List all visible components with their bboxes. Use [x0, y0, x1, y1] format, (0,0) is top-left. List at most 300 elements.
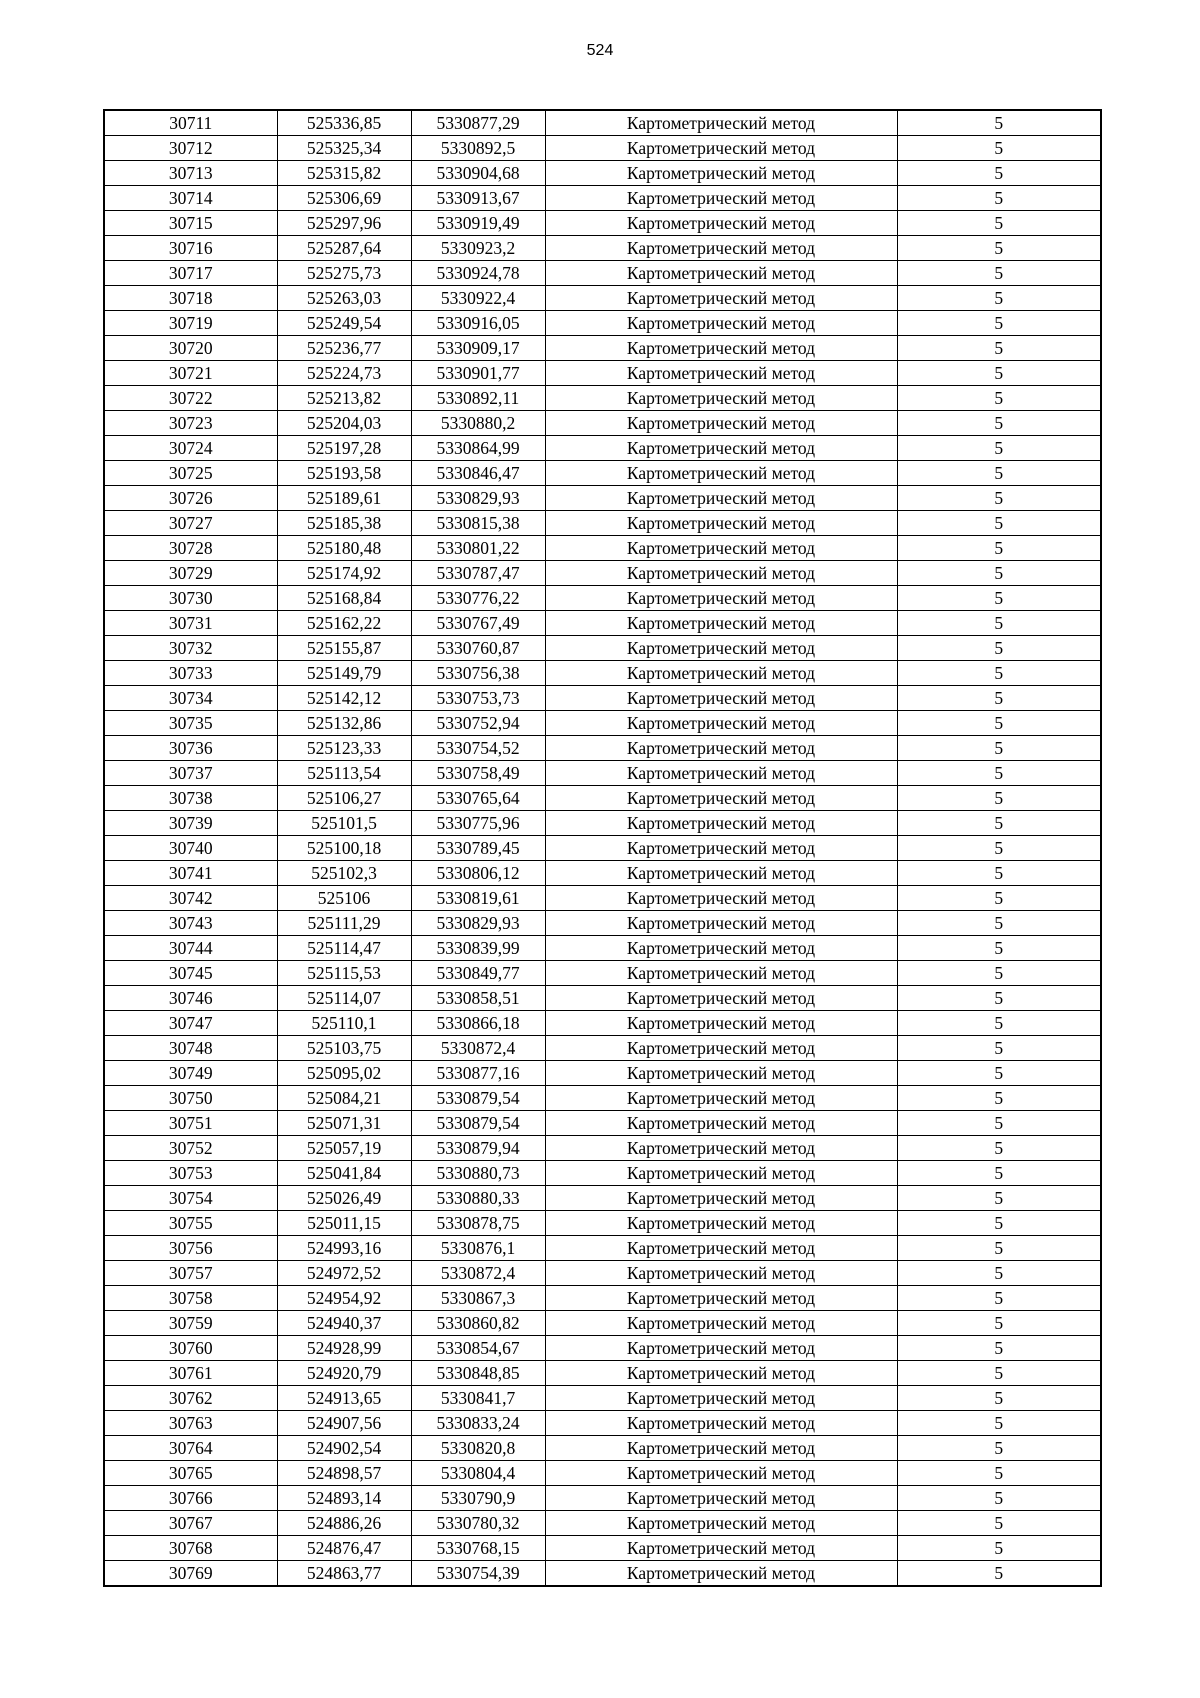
- method-cell: Картометрический метод: [545, 836, 897, 861]
- x-coordinate-cell: 525180,48: [277, 536, 411, 561]
- table-row: [104, 1061, 1101, 1086]
- x-coordinate-cell: 524940,37: [277, 1311, 411, 1336]
- x-coordinate-cell: 525114,07: [277, 986, 411, 1011]
- method-cell: Картометрический метод: [545, 1411, 897, 1436]
- method-cell: Картометрический метод: [545, 811, 897, 836]
- y-coordinate-cell: 5330754,52: [411, 736, 545, 761]
- y-coordinate-cell: 5330877,29: [411, 110, 545, 136]
- method-cell: Картометрический метод: [545, 786, 897, 811]
- table-row: [104, 286, 1101, 311]
- point-number-cell: 30767: [104, 1511, 277, 1536]
- point-number-cell: 30732: [104, 636, 277, 661]
- method-cell: Картометрический метод: [545, 1311, 897, 1336]
- accuracy-cell: 5: [897, 1186, 1101, 1211]
- x-coordinate-cell: 525185,38: [277, 511, 411, 536]
- y-coordinate-cell: 5330866,18: [411, 1011, 545, 1036]
- x-coordinate-cell: 525287,64: [277, 236, 411, 261]
- point-number-cell: 30751: [104, 1111, 277, 1136]
- point-number-cell: 30717: [104, 261, 277, 286]
- y-coordinate-cell: 5330801,22: [411, 536, 545, 561]
- accuracy-cell: 5: [897, 110, 1101, 136]
- point-number-cell: 30726: [104, 486, 277, 511]
- table-row: [104, 186, 1101, 211]
- method-cell: Картометрический метод: [545, 1211, 897, 1236]
- y-coordinate-cell: 5330916,05: [411, 311, 545, 336]
- method-cell: Картометрический метод: [545, 1361, 897, 1386]
- table-row: [104, 486, 1101, 511]
- table-row: [104, 911, 1101, 936]
- method-cell: Картометрический метод: [545, 711, 897, 736]
- method-cell: Картометрический метод: [545, 361, 897, 386]
- y-coordinate-cell: 5330776,22: [411, 586, 545, 611]
- method-cell: Картометрический метод: [545, 636, 897, 661]
- x-coordinate-cell: 525110,1: [277, 1011, 411, 1036]
- accuracy-cell: 5: [897, 1411, 1101, 1436]
- accuracy-cell: 5: [897, 336, 1101, 361]
- y-coordinate-cell: 5330753,73: [411, 686, 545, 711]
- method-cell: Картометрический метод: [545, 886, 897, 911]
- x-coordinate-cell: 525106: [277, 886, 411, 911]
- table-row: [104, 1186, 1101, 1211]
- accuracy-cell: 5: [897, 1561, 1101, 1587]
- accuracy-cell: 5: [897, 736, 1101, 761]
- method-cell: Картометрический метод: [545, 311, 897, 336]
- method-cell: Картометрический метод: [545, 486, 897, 511]
- x-coordinate-cell: 525101,5: [277, 811, 411, 836]
- table-row: [104, 1511, 1101, 1536]
- method-cell: Картометрический метод: [545, 336, 897, 361]
- table-row: [104, 1436, 1101, 1461]
- y-coordinate-cell: 5330756,38: [411, 661, 545, 686]
- method-cell: Картометрический метод: [545, 1561, 897, 1587]
- point-number-cell: 30742: [104, 886, 277, 911]
- accuracy-cell: 5: [897, 1136, 1101, 1161]
- point-number-cell: 30762: [104, 1386, 277, 1411]
- x-coordinate-cell: 524920,79: [277, 1361, 411, 1386]
- y-coordinate-cell: 5330848,85: [411, 1361, 545, 1386]
- point-number-cell: 30738: [104, 786, 277, 811]
- table-row: [104, 836, 1101, 861]
- point-number-cell: 30746: [104, 986, 277, 1011]
- point-number-cell: 30745: [104, 961, 277, 986]
- accuracy-cell: 5: [897, 1161, 1101, 1186]
- table-row: [104, 1011, 1101, 1036]
- point-number-cell: 30741: [104, 861, 277, 886]
- method-cell: Картометрический метод: [545, 1061, 897, 1086]
- y-coordinate-cell: 5330872,4: [411, 1036, 545, 1061]
- y-coordinate-cell: 5330819,61: [411, 886, 545, 911]
- method-cell: Картометрический метод: [545, 286, 897, 311]
- method-cell: Картометрический метод: [545, 936, 897, 961]
- point-number-cell: 30725: [104, 461, 277, 486]
- table-row: [104, 436, 1101, 461]
- method-cell: Картометрический метод: [545, 411, 897, 436]
- table-row: [104, 736, 1101, 761]
- x-coordinate-cell: 525193,58: [277, 461, 411, 486]
- method-cell: Картометрический метод: [545, 661, 897, 686]
- accuracy-cell: 5: [897, 1111, 1101, 1136]
- point-number-cell: 30736: [104, 736, 277, 761]
- table-row: [104, 1161, 1101, 1186]
- accuracy-cell: 5: [897, 386, 1101, 411]
- table-row: [104, 1086, 1101, 1111]
- accuracy-cell: 5: [897, 686, 1101, 711]
- method-cell: Картометрический метод: [545, 1336, 897, 1361]
- accuracy-cell: 5: [897, 1386, 1101, 1411]
- x-coordinate-cell: 524886,26: [277, 1511, 411, 1536]
- accuracy-cell: 5: [897, 1361, 1101, 1386]
- x-coordinate-cell: 525155,87: [277, 636, 411, 661]
- table-row: [104, 761, 1101, 786]
- y-coordinate-cell: 5330849,77: [411, 961, 545, 986]
- table-row: [104, 1536, 1101, 1561]
- method-cell: Картометрический метод: [545, 561, 897, 586]
- accuracy-cell: 5: [897, 986, 1101, 1011]
- accuracy-cell: 5: [897, 286, 1101, 311]
- x-coordinate-cell: 525102,3: [277, 861, 411, 886]
- y-coordinate-cell: 5330804,4: [411, 1461, 545, 1486]
- accuracy-cell: 5: [897, 1311, 1101, 1336]
- y-coordinate-cell: 5330839,99: [411, 936, 545, 961]
- x-coordinate-cell: 525084,21: [277, 1086, 411, 1111]
- point-number-cell: 30768: [104, 1536, 277, 1561]
- table-row: [104, 1311, 1101, 1336]
- accuracy-cell: 5: [897, 886, 1101, 911]
- accuracy-cell: 5: [897, 1461, 1101, 1486]
- coordinates-table: [103, 109, 1102, 1587]
- y-coordinate-cell: 5330829,93: [411, 486, 545, 511]
- table-row: [104, 1486, 1101, 1511]
- x-coordinate-cell: 525249,54: [277, 311, 411, 336]
- point-number-cell: 30720: [104, 336, 277, 361]
- x-coordinate-cell: 525197,28: [277, 436, 411, 461]
- x-coordinate-cell: 524902,54: [277, 1436, 411, 1461]
- table-row: [104, 1336, 1101, 1361]
- y-coordinate-cell: 5330913,67: [411, 186, 545, 211]
- x-coordinate-cell: 525071,31: [277, 1111, 411, 1136]
- x-coordinate-cell: 524876,47: [277, 1536, 411, 1561]
- accuracy-cell: 5: [897, 186, 1101, 211]
- x-coordinate-cell: 525114,47: [277, 936, 411, 961]
- point-number-cell: 30712: [104, 136, 277, 161]
- point-number-cell: 30759: [104, 1311, 277, 1336]
- point-number-cell: 30749: [104, 1061, 277, 1086]
- y-coordinate-cell: 5330854,67: [411, 1336, 545, 1361]
- x-coordinate-cell: 524863,77: [277, 1561, 411, 1587]
- y-coordinate-cell: 5330876,1: [411, 1236, 545, 1261]
- y-coordinate-cell: 5330877,16: [411, 1061, 545, 1086]
- x-coordinate-cell: 524907,56: [277, 1411, 411, 1436]
- method-cell: Картометрический метод: [545, 236, 897, 261]
- table-row: [104, 811, 1101, 836]
- x-coordinate-cell: 525275,73: [277, 261, 411, 286]
- y-coordinate-cell: 5330860,82: [411, 1311, 545, 1336]
- x-coordinate-cell: 525306,69: [277, 186, 411, 211]
- y-coordinate-cell: 5330754,39: [411, 1561, 545, 1587]
- y-coordinate-cell: 5330846,47: [411, 461, 545, 486]
- method-cell: Картометрический метод: [545, 110, 897, 136]
- y-coordinate-cell: 5330892,5: [411, 136, 545, 161]
- method-cell: Картометрический метод: [545, 586, 897, 611]
- accuracy-cell: 5: [897, 1086, 1101, 1111]
- x-coordinate-cell: 525142,12: [277, 686, 411, 711]
- method-cell: Картометрический метод: [545, 1461, 897, 1486]
- point-number-cell: 30748: [104, 1036, 277, 1061]
- point-number-cell: 30753: [104, 1161, 277, 1186]
- point-number-cell: 30754: [104, 1186, 277, 1211]
- y-coordinate-cell: 5330765,64: [411, 786, 545, 811]
- y-coordinate-cell: 5330758,49: [411, 761, 545, 786]
- point-number-cell: 30722: [104, 386, 277, 411]
- point-number-cell: 30743: [104, 911, 277, 936]
- x-coordinate-cell: 525213,82: [277, 386, 411, 411]
- point-number-cell: 30719: [104, 311, 277, 336]
- x-coordinate-cell: 524913,65: [277, 1386, 411, 1411]
- table-row: [104, 1036, 1101, 1061]
- x-coordinate-cell: 525095,02: [277, 1061, 411, 1086]
- accuracy-cell: 5: [897, 961, 1101, 986]
- page-number: 524: [586, 42, 614, 59]
- y-coordinate-cell: 5330768,15: [411, 1536, 545, 1561]
- accuracy-cell: 5: [897, 836, 1101, 861]
- x-coordinate-cell: 524893,14: [277, 1486, 411, 1511]
- point-number-cell: 30716: [104, 236, 277, 261]
- x-coordinate-cell: 525113,54: [277, 761, 411, 786]
- y-coordinate-cell: 5330880,2: [411, 411, 545, 436]
- accuracy-cell: 5: [897, 161, 1101, 186]
- point-number-cell: 30756: [104, 1236, 277, 1261]
- point-number-cell: 30714: [104, 186, 277, 211]
- method-cell: Картометрический метод: [545, 1161, 897, 1186]
- point-number-cell: 30765: [104, 1461, 277, 1486]
- x-coordinate-cell: 525041,84: [277, 1161, 411, 1186]
- point-number-cell: 30755: [104, 1211, 277, 1236]
- table-row: [104, 1386, 1101, 1411]
- y-coordinate-cell: 5330880,73: [411, 1161, 545, 1186]
- accuracy-cell: 5: [897, 786, 1101, 811]
- point-number-cell: 30731: [104, 611, 277, 636]
- y-coordinate-cell: 5330924,78: [411, 261, 545, 286]
- table-row: [104, 110, 1101, 136]
- method-cell: Картометрический метод: [545, 1186, 897, 1211]
- method-cell: Картометрический метод: [545, 261, 897, 286]
- table-row: [104, 1461, 1101, 1486]
- accuracy-cell: 5: [897, 311, 1101, 336]
- y-coordinate-cell: 5330787,47: [411, 561, 545, 586]
- point-number-cell: 30711: [104, 110, 277, 136]
- table-row: [104, 861, 1101, 886]
- table-row: [104, 361, 1101, 386]
- point-number-cell: 30760: [104, 1336, 277, 1361]
- method-cell: Картометрический метод: [545, 1011, 897, 1036]
- table-row: [104, 461, 1101, 486]
- method-cell: Картометрический метод: [545, 211, 897, 236]
- table-row: [104, 561, 1101, 586]
- table-row: [104, 261, 1101, 286]
- accuracy-cell: 5: [897, 561, 1101, 586]
- table-row: [104, 536, 1101, 561]
- method-cell: Картометрический метод: [545, 1286, 897, 1311]
- table-row: [104, 586, 1101, 611]
- method-cell: Картометрический метод: [545, 136, 897, 161]
- method-cell: Картометрический метод: [545, 461, 897, 486]
- x-coordinate-cell: 525100,18: [277, 836, 411, 861]
- method-cell: Картометрический метод: [545, 436, 897, 461]
- x-coordinate-cell: 525011,15: [277, 1211, 411, 1236]
- table-row: [104, 236, 1101, 261]
- table-row: [104, 311, 1101, 336]
- accuracy-cell: 5: [897, 261, 1101, 286]
- y-coordinate-cell: 5330789,45: [411, 836, 545, 861]
- table-row: [104, 886, 1101, 911]
- y-coordinate-cell: 5330815,38: [411, 511, 545, 536]
- point-number-cell: 30721: [104, 361, 277, 386]
- table-row: [104, 661, 1101, 686]
- x-coordinate-cell: 525132,86: [277, 711, 411, 736]
- method-cell: Картометрический метод: [545, 1261, 897, 1286]
- method-cell: Картометрический метод: [545, 1536, 897, 1561]
- y-coordinate-cell: 5330922,4: [411, 286, 545, 311]
- point-number-cell: 30752: [104, 1136, 277, 1161]
- y-coordinate-cell: 5330806,12: [411, 861, 545, 886]
- method-cell: Картометрический метод: [545, 161, 897, 186]
- point-number-cell: 30713: [104, 161, 277, 186]
- point-number-cell: 30758: [104, 1286, 277, 1311]
- table-row: [104, 611, 1101, 636]
- method-cell: Картометрический метод: [545, 986, 897, 1011]
- y-coordinate-cell: 5330780,32: [411, 1511, 545, 1536]
- point-number-cell: 30750: [104, 1086, 277, 1111]
- point-number-cell: 30718: [104, 286, 277, 311]
- table-row: [104, 411, 1101, 436]
- x-coordinate-cell: 525123,33: [277, 736, 411, 761]
- x-coordinate-cell: 524898,57: [277, 1461, 411, 1486]
- point-number-cell: 30764: [104, 1436, 277, 1461]
- y-coordinate-cell: 5330892,11: [411, 386, 545, 411]
- y-coordinate-cell: 5330880,33: [411, 1186, 545, 1211]
- table-row: [104, 1561, 1101, 1587]
- y-coordinate-cell: 5330879,54: [411, 1111, 545, 1136]
- method-cell: Картометрический метод: [545, 736, 897, 761]
- x-coordinate-cell: 525336,85: [277, 110, 411, 136]
- table-row: [104, 1136, 1101, 1161]
- method-cell: Картометрический метод: [545, 1386, 897, 1411]
- y-coordinate-cell: 5330829,93: [411, 911, 545, 936]
- accuracy-cell: 5: [897, 811, 1101, 836]
- accuracy-cell: 5: [897, 1536, 1101, 1561]
- accuracy-cell: 5: [897, 1436, 1101, 1461]
- method-cell: Картометрический метод: [545, 1436, 897, 1461]
- accuracy-cell: 5: [897, 136, 1101, 161]
- coordinates-table-body: [104, 110, 1101, 1586]
- y-coordinate-cell: 5330879,94: [411, 1136, 545, 1161]
- method-cell: Картометрический метод: [545, 1486, 897, 1511]
- x-coordinate-cell: 525106,27: [277, 786, 411, 811]
- accuracy-cell: 5: [897, 536, 1101, 561]
- accuracy-cell: 5: [897, 411, 1101, 436]
- table-row: [104, 386, 1101, 411]
- table-row: [104, 1286, 1101, 1311]
- x-coordinate-cell: 525325,34: [277, 136, 411, 161]
- accuracy-cell: 5: [897, 236, 1101, 261]
- point-number-cell: 30747: [104, 1011, 277, 1036]
- y-coordinate-cell: 5330909,17: [411, 336, 545, 361]
- x-coordinate-cell: 525111,29: [277, 911, 411, 936]
- method-cell: Картометрический метод: [545, 1511, 897, 1536]
- method-cell: Картометрический метод: [545, 1136, 897, 1161]
- accuracy-cell: 5: [897, 1261, 1101, 1286]
- x-coordinate-cell: 524954,92: [277, 1286, 411, 1311]
- accuracy-cell: 5: [897, 1286, 1101, 1311]
- point-number-cell: 30737: [104, 761, 277, 786]
- y-coordinate-cell: 5330878,75: [411, 1211, 545, 1236]
- x-coordinate-cell: 525204,03: [277, 411, 411, 436]
- point-number-cell: 30724: [104, 436, 277, 461]
- x-coordinate-cell: 525115,53: [277, 961, 411, 986]
- method-cell: Картометрический метод: [545, 536, 897, 561]
- table-row: [104, 636, 1101, 661]
- accuracy-cell: 5: [897, 1486, 1101, 1511]
- method-cell: Картометрический метод: [545, 1236, 897, 1261]
- table-row: [104, 511, 1101, 536]
- table-row: [104, 961, 1101, 986]
- y-coordinate-cell: 5330833,24: [411, 1411, 545, 1436]
- accuracy-cell: 5: [897, 911, 1101, 936]
- method-cell: Картометрический метод: [545, 511, 897, 536]
- x-coordinate-cell: 525026,49: [277, 1186, 411, 1211]
- x-coordinate-cell: 525189,61: [277, 486, 411, 511]
- table-row: [104, 211, 1101, 236]
- y-coordinate-cell: 5330752,94: [411, 711, 545, 736]
- y-coordinate-cell: 5330879,54: [411, 1086, 545, 1111]
- accuracy-cell: 5: [897, 486, 1101, 511]
- accuracy-cell: 5: [897, 211, 1101, 236]
- accuracy-cell: 5: [897, 1236, 1101, 1261]
- accuracy-cell: 5: [897, 1211, 1101, 1236]
- method-cell: Картометрический метод: [545, 186, 897, 211]
- point-number-cell: 30740: [104, 836, 277, 861]
- point-number-cell: 30734: [104, 686, 277, 711]
- method-cell: Картометрический метод: [545, 686, 897, 711]
- x-coordinate-cell: 524993,16: [277, 1236, 411, 1261]
- method-cell: Картометрический метод: [545, 611, 897, 636]
- y-coordinate-cell: 5330923,2: [411, 236, 545, 261]
- y-coordinate-cell: 5330904,68: [411, 161, 545, 186]
- accuracy-cell: 5: [897, 461, 1101, 486]
- table-row: [104, 711, 1101, 736]
- point-number-cell: 30744: [104, 936, 277, 961]
- x-coordinate-cell: 525297,96: [277, 211, 411, 236]
- table-row: [104, 1236, 1101, 1261]
- x-coordinate-cell: 525149,79: [277, 661, 411, 686]
- y-coordinate-cell: 5330864,99: [411, 436, 545, 461]
- y-coordinate-cell: 5330858,51: [411, 986, 545, 1011]
- x-coordinate-cell: 525057,19: [277, 1136, 411, 1161]
- table-row: [104, 161, 1101, 186]
- x-coordinate-cell: 525224,73: [277, 361, 411, 386]
- table-row: [104, 1261, 1101, 1286]
- accuracy-cell: 5: [897, 436, 1101, 461]
- accuracy-cell: 5: [897, 1036, 1101, 1061]
- x-coordinate-cell: 524928,99: [277, 1336, 411, 1361]
- point-number-cell: 30728: [104, 536, 277, 561]
- point-number-cell: 30727: [104, 511, 277, 536]
- y-coordinate-cell: 5330901,77: [411, 361, 545, 386]
- table-row: [104, 136, 1101, 161]
- accuracy-cell: 5: [897, 586, 1101, 611]
- x-coordinate-cell: 525315,82: [277, 161, 411, 186]
- table-row: [104, 1411, 1101, 1436]
